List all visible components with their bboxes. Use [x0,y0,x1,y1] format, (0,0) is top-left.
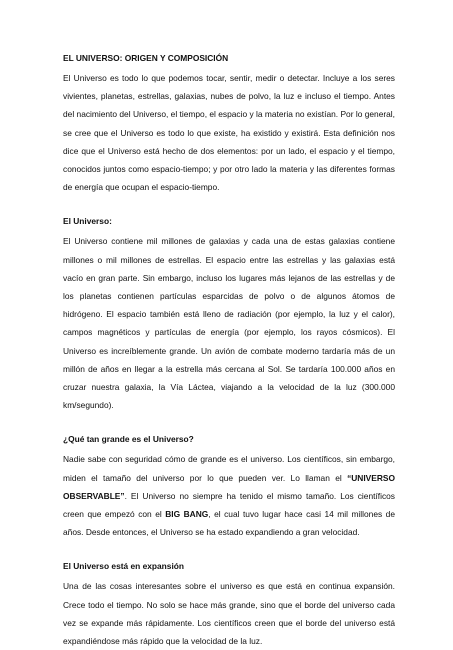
section-body-universo: El Universo contiene mil millones de galaxias y cada una de estas galaxias contiene millones o mil millones de estrellas. El espacio entre las estrellas y las galaxias está vacío en gran parte. Sin embargo, incluso los lugares más lejanos de las estrellas y de los planetas contienen partículas esparcidas de polvo o de algunos átomos de hidrógeno. El espacio también está lleno de radiación (por ejemplo, la luz y el calor), campos magnéticos y partículas de energía (por ejemplo, los rayos cósmicos). El Universo es increíblemente grande. Un avión de combate moderno tardaría más de un millón de años en llegar a la estrella más cercana al Sol. Se tardaría 100.000 años en cruzar nuestra galaxia, la Vía Láctea, viajando a la velocidad de la luz (300.000 km/segundo). [63,236,395,411]
text-run: , el cual tuvo lugar hace casi 14 mil millones de años. Desde entonces, el Universo se ha estado expandiendo a gran velocidad. [63,509,395,538]
section-heading-expansion: El Universo está en expansión [63,561,185,572]
section-body-origen: El Universo es todo lo que podemos tocar, sentir, medir o detectar. Incluye a los seres vivientes, planetas, estrellas, galaxias, nubes de polvo, la luz e incluso el tiempo. Antes del nacimiento del Universo, el tiempo, el espacio y la materia no existían. Por lo general, se cree que el Universo es todo lo que existe, ha existido y existirá. Esta definición nos dice que el Universo está hecho de dos elementos: por un lado, el espacio y el tiempo, conocidos juntos como espacio-tiempo; y por otro lado la materia y las diferentes formas de energía que ocupan el espacio-tiempo. [63,73,395,193]
section-heading-tamano: ¿Qué tan grande es el Universo? [63,434,194,445]
bold-term-universo-observable: “UNIVERSO OBSERVABLE” [63,472,395,501]
text-run: Nadie sabe con seguridad cómo de grande es el universo. Los científicos, sin embargo, miden el tamaño del universo por lo que pueden ver. Lo llaman el [63,454,395,483]
section-heading-origen: EL UNIVERSO: ORIGEN Y COMPOSICIÓN [63,53,229,63]
text-run: . El Universo no siempre ha tenido el mismo tamaño. Los científicos creen que empezó con el [63,490,395,520]
section-body-expansion: Una de las cosas interesantes sobre el universo es que está en continua expansión. Crece todo el tiempo. No solo se hace más grande, sino que el borde del universo cada vez se expande más rápidamente. Los científicos creen que el borde del universo está expandiéndose más rápido que la velocidad de la luz. [63,581,395,647]
section-heading-universo: El Universo: [63,216,112,227]
bold-term-big-bang: BIG BANG [165,509,209,520]
section-body-tamano [63,450,395,541]
